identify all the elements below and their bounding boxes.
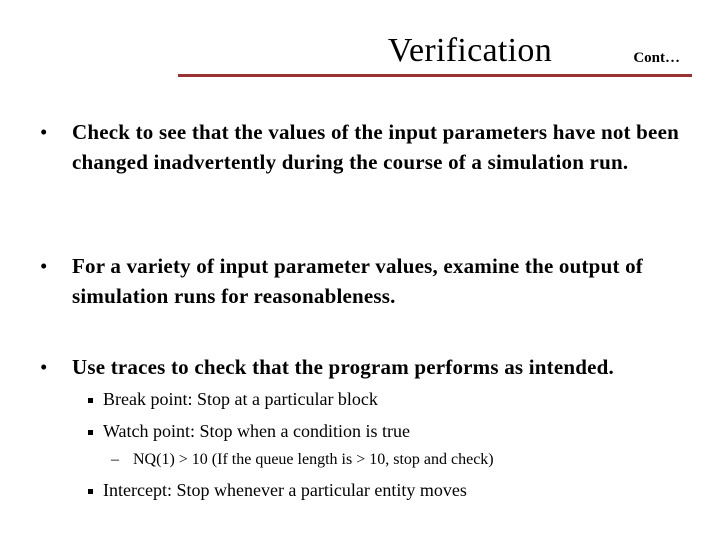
sub-bullet-item bbox=[103, 388, 378, 410]
bullet-text: Use traces to check that the program performs as intended. bbox=[72, 355, 614, 379]
bullet-text: Check to see that the values of the input parameters have not been changed inadvertently during the course of a simulation run. bbox=[72, 120, 679, 174]
bullet-dot-icon: • bbox=[40, 120, 48, 144]
slide-subtitle: Cont… bbox=[633, 50, 680, 66]
sub-bullet-text: Break point: Stop at a particular block bbox=[103, 389, 378, 409]
dash-bullet-icon: – bbox=[111, 451, 119, 468]
slide-title: Verification bbox=[387, 32, 552, 69]
sub-sub-bullet-item bbox=[111, 450, 494, 470]
sub-sub-bullet-text: NQ(1) > 10 (If the queue length is > 10, stop and check) bbox=[133, 451, 494, 468]
square-bullet-icon bbox=[88, 489, 93, 494]
bullet-item bbox=[40, 117, 692, 177]
sub-bullet-text: Watch point: Stop when a condition is true bbox=[103, 421, 411, 441]
square-bullet-icon bbox=[88, 398, 93, 403]
bullet-item bbox=[40, 251, 702, 311]
title-underline bbox=[178, 74, 692, 77]
sub-bullet-item bbox=[103, 420, 410, 442]
bullet-item bbox=[40, 352, 712, 382]
bullet-text: For a variety of input parameter values, examine the output of simulation runs for reasonableness. bbox=[72, 254, 643, 308]
bullet-dot-icon: • bbox=[40, 254, 48, 278]
sub-bullet-text: Intercept: Stop whenever a particular entity moves bbox=[103, 480, 467, 500]
square-bullet-icon bbox=[88, 430, 93, 435]
bullet-dot-icon: • bbox=[40, 355, 48, 379]
sub-bullet-item bbox=[103, 479, 467, 501]
